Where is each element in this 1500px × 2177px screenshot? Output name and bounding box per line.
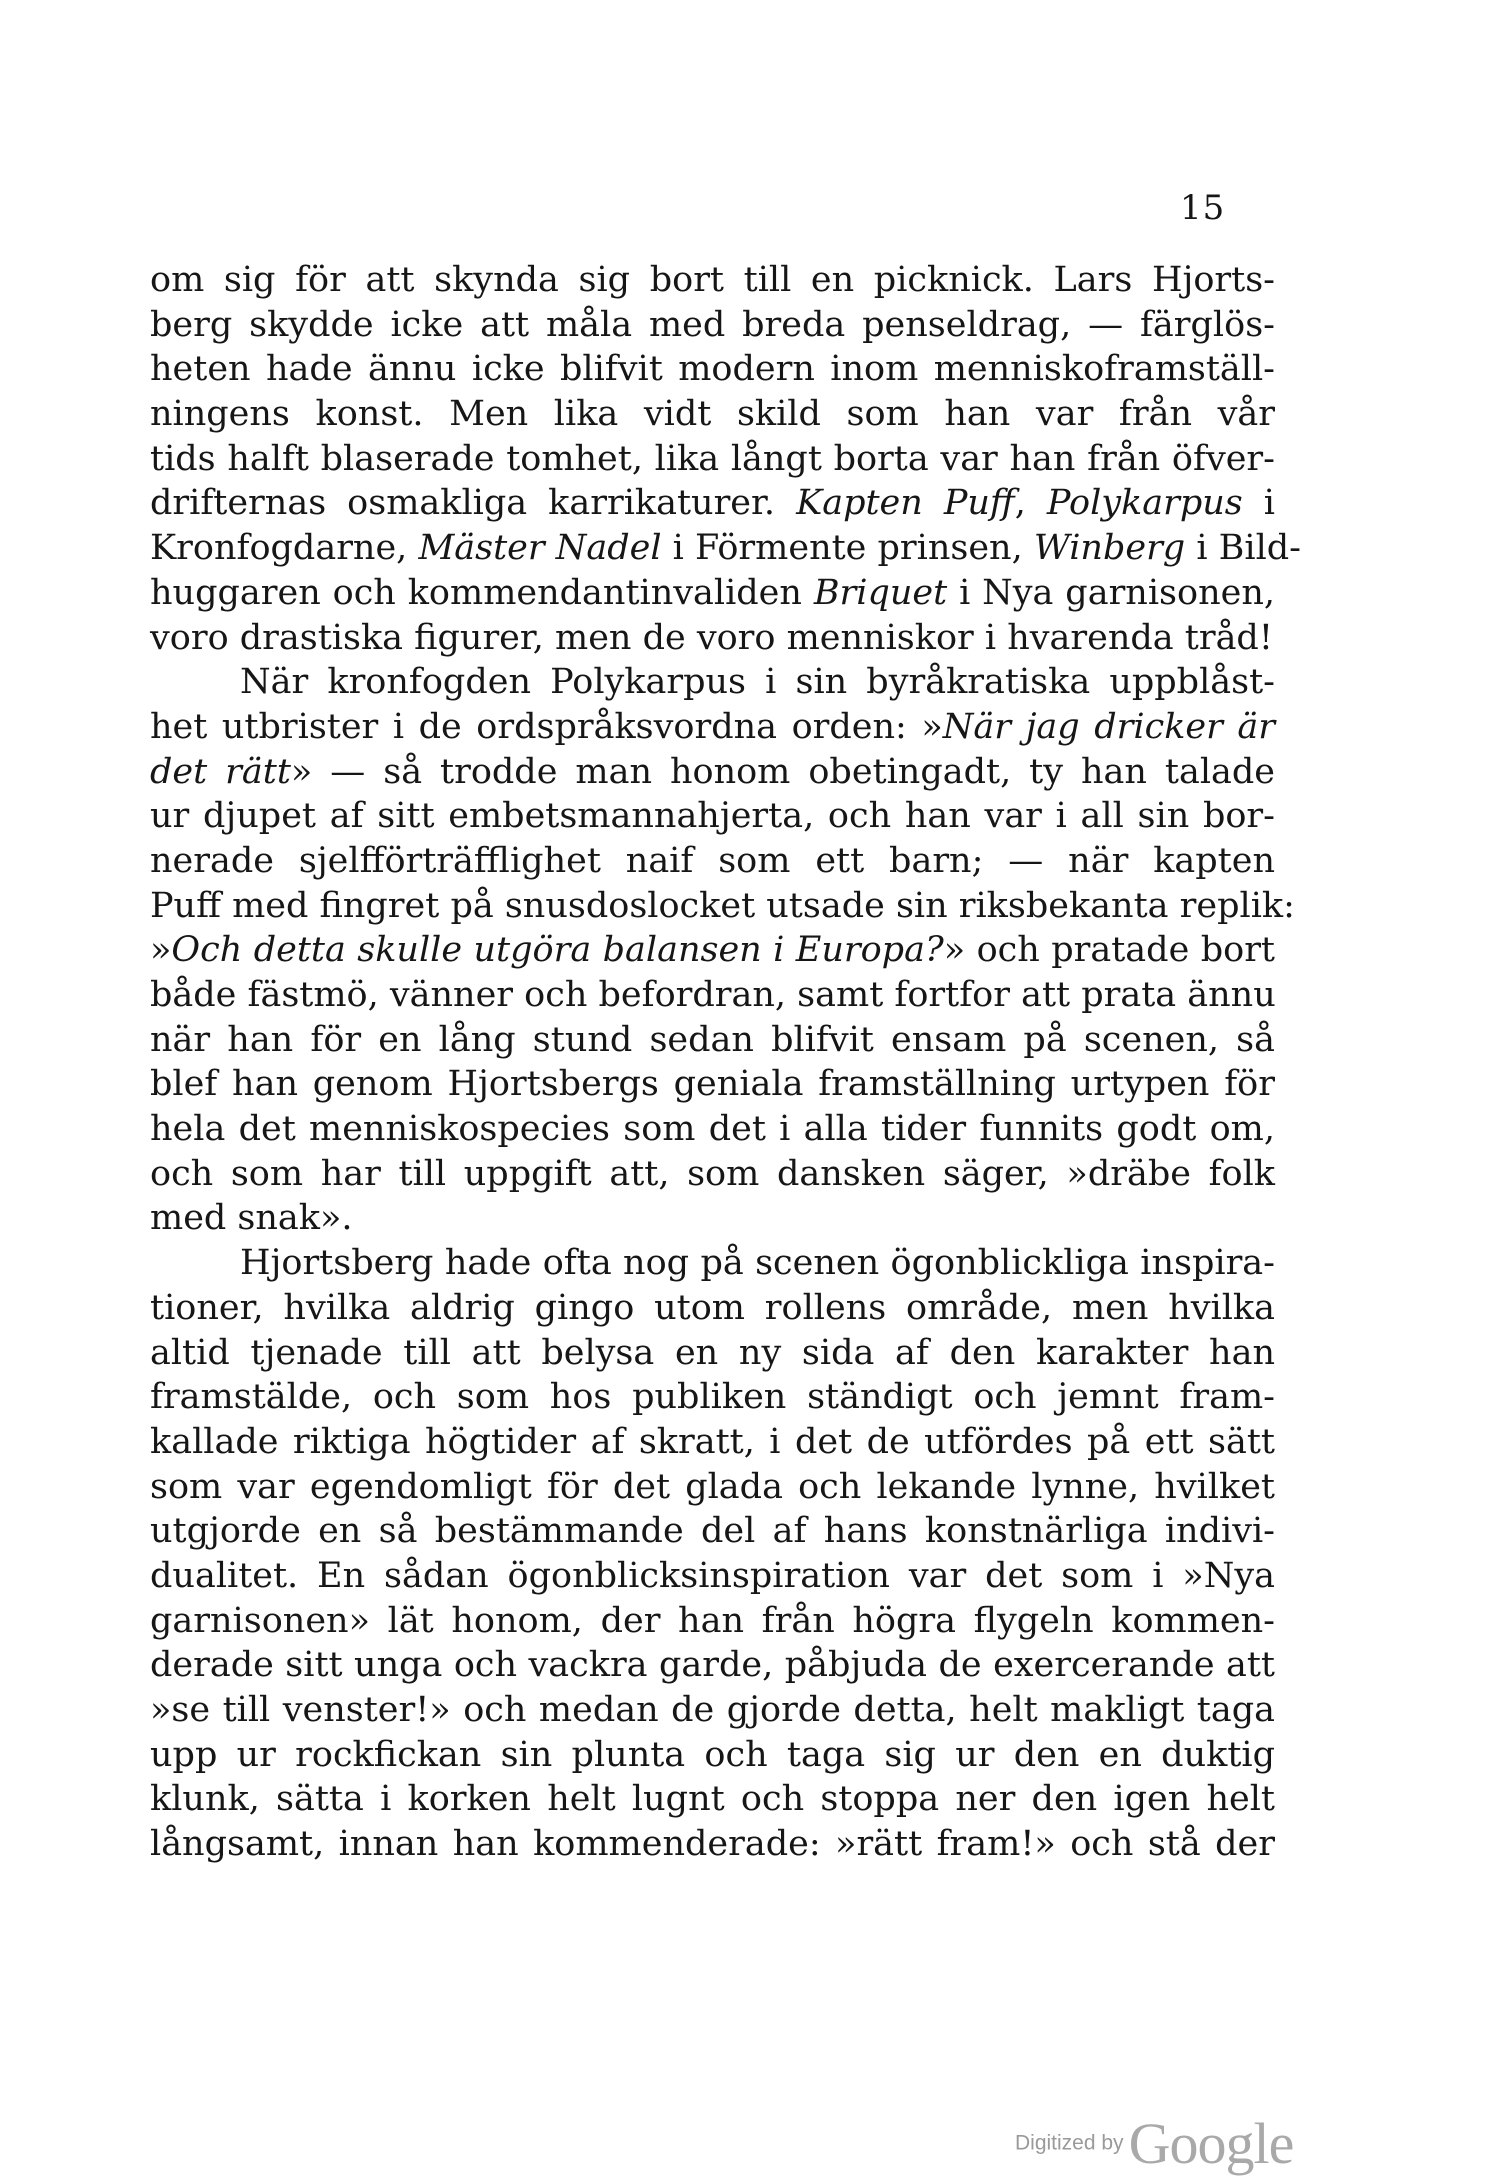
italic-title: Mäster Nadel <box>418 528 662 569</box>
text-segment: derade sitt unga och vackra garde, påbjuda de exercerande att <box>150 1645 1275 1686</box>
text-segment: tioner, hvilka aldrig gingo utom rollens område, men hvilka <box>150 1287 1275 1328</box>
text-segment: kallade riktiga högtider af skratt, i det de utfördes på ett sätt <box>150 1421 1275 1462</box>
text-segment: som var egendomligt för det glada och lekande lynne, hvilket <box>150 1466 1275 1507</box>
text-segment: När kronfogden Polykarpus i sin byråkratiska uppblåst- <box>240 662 1275 703</box>
text-line <box>150 526 1302 571</box>
text-line <box>150 481 1275 526</box>
digitized-watermark <box>1015 2110 1293 2177</box>
text-line <box>150 1688 1275 1733</box>
text-segment: i Bild- <box>1185 528 1302 569</box>
text-segment: både fästmö, vänner och befordran, samt fortfor att prata ännu <box>150 975 1276 1015</box>
text-line <box>150 1152 1275 1197</box>
text-segment: » <box>150 930 172 971</box>
text-line <box>150 616 1275 661</box>
text-line <box>150 750 1275 795</box>
text-segment: utgjorde en så bestämmande del af hans konstnärliga indivi- <box>150 1511 1275 1552</box>
text-line <box>150 258 1275 303</box>
text-line <box>150 392 1275 437</box>
text-line <box>150 1733 1275 1778</box>
text-segment: blef han genom Hjortsbergs geniala framställning urtypen för <box>150 1064 1275 1105</box>
text-line <box>150 928 1275 973</box>
text-line <box>150 1554 1275 1599</box>
text-segment: i Förmente prinsen, <box>661 528 1034 569</box>
text-segment: ningens konst. Men lika vidt skild som han var från vår <box>150 394 1275 435</box>
text-segment: upp ur rockfickan sin plunta och taga sig ur den en duktig <box>150 1734 1275 1775</box>
text-line <box>150 705 1275 750</box>
text-line <box>150 794 1275 839</box>
text-segment: framstälde, och som hos publiken ständigt och jemnt fram- <box>150 1377 1275 1418</box>
text-line <box>150 1196 1275 1241</box>
text-segment: ur djupet af sitt embetsmannahjerta, och han var i all sin bor- <box>150 796 1275 837</box>
text-line <box>150 1018 1275 1063</box>
text-line <box>150 303 1275 348</box>
text-segment: långsamt, innan han kommenderade: »rätt fram!» och stå der <box>150 1824 1275 1865</box>
text-line <box>150 1599 1275 1644</box>
text-line <box>150 1375 1275 1420</box>
italic-title: Kapten Puff <box>796 483 1015 524</box>
text-segment: , <box>1014 483 1047 524</box>
text-line <box>150 1465 1275 1510</box>
text-line <box>150 839 1275 884</box>
text-segment: när han för en lång stund sedan blifvit ensam på scenen, så <box>150 1019 1275 1060</box>
watermark-prefix: Digitized by <box>1015 2131 1124 2155</box>
text-line <box>150 973 1275 1018</box>
text-segment: dualitet. En sådan ögonblicksinspiration var det som i »Nya <box>150 1555 1275 1596</box>
text-segment: i <box>1242 483 1275 524</box>
text-line <box>150 884 1295 929</box>
italic-title: Winberg <box>1033 528 1186 569</box>
italic-title: Briquet <box>813 572 948 613</box>
text-line <box>150 437 1275 482</box>
text-segment: » och pratade bort <box>943 930 1275 971</box>
text-segment: nerade sjelfförträfflighet naif som ett barn; — när kapten <box>150 840 1275 881</box>
text-line <box>150 1062 1275 1107</box>
page-number: 15 <box>1180 188 1226 228</box>
text-segment: »se till venster!» och medan de gjorde detta, helt makligt taga <box>150 1690 1275 1730</box>
text-segment: drifternas osmakliga karrikaturer. <box>150 483 797 524</box>
text-line <box>150 1822 1275 1867</box>
text-segment: om sig för att skynda sig bort till en picknick. Lars Hjorts- <box>150 260 1275 300</box>
text-segment: voro drastiska figurer, men de voro menniskor i hvarenda tråd! <box>150 617 1273 658</box>
text-segment: garnisonen» lät honom, der han från högra flygeln kommen- <box>150 1600 1275 1641</box>
text-segment: huggaren och kommendantinvaliden <box>150 572 814 613</box>
text-line <box>150 1777 1275 1822</box>
text-line <box>150 660 1275 705</box>
text-segment: altid tjenade till att belysa en ny sida af den karakter han <box>150 1332 1275 1373</box>
text-segment: berg skydde icke att måla med breda penseldrag, — färglös- <box>150 304 1275 345</box>
text-segment: heten hade ännu icke blifvit modern inom menniskoframställ- <box>150 349 1275 390</box>
text-line <box>150 1643 1275 1688</box>
text-line <box>150 1331 1275 1376</box>
text-line <box>150 1107 1275 1152</box>
body-text <box>150 258 1302 1867</box>
text-line <box>150 347 1275 392</box>
text-segment: tids halft blaserade tomhet, lika långt borta var han från öfver- <box>150 438 1275 479</box>
text-segment: het utbrister i de ordspråksvordna orden: » <box>150 706 943 747</box>
text-segment: Kronfogdarne, <box>150 528 419 569</box>
text-segment: klunk, sätta i korken helt lugnt och stoppa ner den igen helt <box>150 1779 1275 1820</box>
google-logo: Google <box>1128 2111 1294 2176</box>
italic-title: Och detta skulle utgöra balansen i Europa? <box>171 930 944 971</box>
text-line <box>150 1241 1275 1286</box>
text-segment: i Nya garnisonen, <box>947 572 1275 613</box>
text-line <box>150 571 1275 616</box>
text-segment: med snak». <box>150 1198 353 1239</box>
italic-title: det rätt <box>150 751 291 792</box>
text-segment: » — så trodde man honom obetingadt, ty han talade <box>290 751 1275 792</box>
italic-title: När jag dricker är <box>942 706 1276 747</box>
text-segment: hela det menniskospecies som det i alla tider funnits godt om, <box>150 1109 1275 1150</box>
text-segment: och som har till uppgift att, som dansken säger, »dräbe folk <box>150 1153 1275 1194</box>
text-line <box>150 1420 1275 1465</box>
text-segment: Puff med fingret på snusdoslocket utsade sin riksbekanta replik: <box>150 885 1295 926</box>
text-line <box>150 1509 1275 1554</box>
text-line <box>150 1286 1275 1331</box>
text-segment: Hjortsberg hade ofta nog på scenen ögonblickliga inspira- <box>240 1243 1275 1284</box>
italic-title: Polykarpus <box>1046 483 1243 524</box>
